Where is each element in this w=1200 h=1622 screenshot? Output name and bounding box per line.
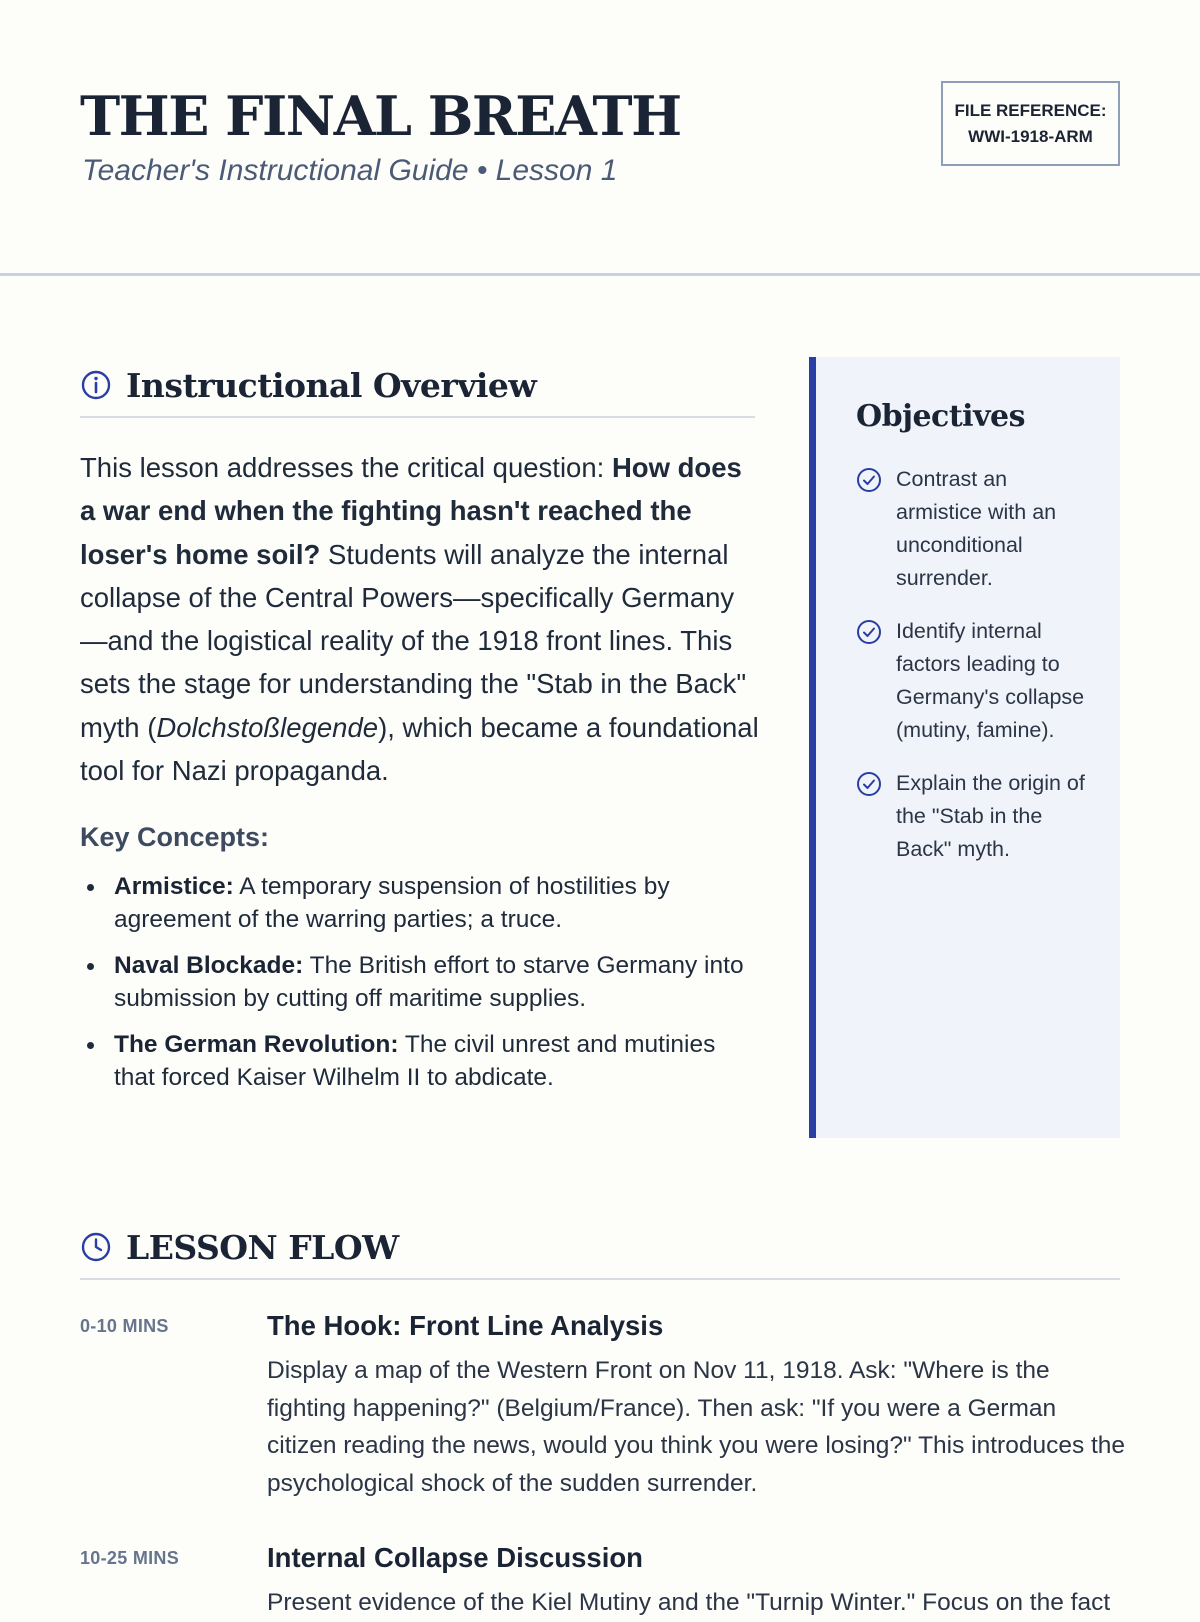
objectives-panel [809, 357, 1120, 1138]
objective-item [856, 463, 1096, 595]
lesson-step-description: Display a map of the Western Front on Nov 11, 1918. Ask: "Where is the fighting happening?" (Belgium/France). Then ask: "If you were a German citizen reading the news, would you think you were losing?" This introduces the psychological shock of the sudden surrender. [267, 1357, 1126, 1498]
overview-intro-text: This lesson addresses the critical question: [80, 452, 612, 483]
concept-term: Naval Blockade: [114, 952, 304, 979]
objective-text: Contrast an armistice with an unconditional surrender. [896, 467, 1057, 590]
lesson-flow-section-header [80, 1222, 1120, 1280]
concept-term: Armistice: [114, 873, 234, 900]
page-subtitle: Teacher's Instructional Guide • Lesson 1 [82, 154, 618, 187]
lesson-step-time: 0-10 MINS [80, 1316, 169, 1336]
key-concepts-list [80, 870, 760, 1107]
overview-section-header [80, 360, 755, 418]
lesson-step [80, 1310, 1126, 1510]
lesson-step-title: Internal Collapse Discussion [267, 1542, 643, 1573]
overview-end-text: ), which became a foundational tool for Nazi propaganda. [80, 711, 759, 787]
page-title: THE FINAL BREATH [80, 84, 681, 148]
objectives-list [856, 463, 1096, 886]
concept-item-naval-blockade [80, 949, 760, 1015]
objective-text: Explain the origin of the "Stab in the Back" myth. [896, 771, 1085, 861]
lesson-step-description: Present evidence of the Kiel Mutiny and the "Turnip Winter." Focus on the fact [267, 1589, 1111, 1616]
lesson-step [80, 1542, 1120, 1616]
lesson-step-time: 10-25 MINS [80, 1548, 180, 1568]
objective-text: Identify internal factors leading to Germany's collapse (mutiny, famine). [896, 619, 1085, 742]
check-circle-icon [856, 771, 882, 797]
lesson-step-title: The Hook: Front Line Analysis [267, 1310, 664, 1341]
key-concepts-title: Key Concepts: [80, 822, 270, 852]
file-reference-label: FILE REFERENCE: [954, 100, 1107, 120]
concept-term: The German Revolution: [114, 1031, 399, 1058]
overview-heading: Instructional Overview [126, 365, 537, 405]
concept-definition: The civil unrest and mutinies that forced Kaiser Wilhelm II to abdicate. [114, 1031, 716, 1091]
concept-definition: The British effort to starve Germany into submission by cutting off maritime supplies. [114, 952, 744, 1012]
check-circle-icon [856, 619, 882, 645]
lesson-flow-heading: LESSON FLOW [126, 1227, 399, 1267]
clock-icon [80, 1231, 112, 1263]
info-icon [80, 369, 112, 401]
overview-critical-question: How does a war end when the fighting hasn't reached the loser's home soil? [80, 452, 742, 570]
overview-paragraph [80, 446, 760, 792]
objective-item [856, 615, 1096, 747]
objectives-heading: Objectives [856, 399, 1025, 434]
overview-german-term: Dolchstoßlegende [156, 711, 379, 743]
check-circle-icon [856, 467, 882, 493]
overview-middle-text: Students will analyze the internal collapse of the Central Powers—specifically Germany—and the logistical reality of the 1918 front lines. This sets the stage for understanding the "Stab in the Back" myth ( [80, 538, 747, 743]
concept-item-german-revolution [80, 1028, 760, 1094]
objective-item [856, 767, 1096, 866]
concept-definition: A temporary suspension of hostilities by agreement of the warring parties; a truce. [114, 873, 670, 933]
page-header [0, 0, 1200, 276]
concept-item-armistice [80, 870, 760, 936]
file-reference-box [941, 81, 1120, 166]
file-reference-code: WWI-1918-ARM [968, 126, 1093, 146]
